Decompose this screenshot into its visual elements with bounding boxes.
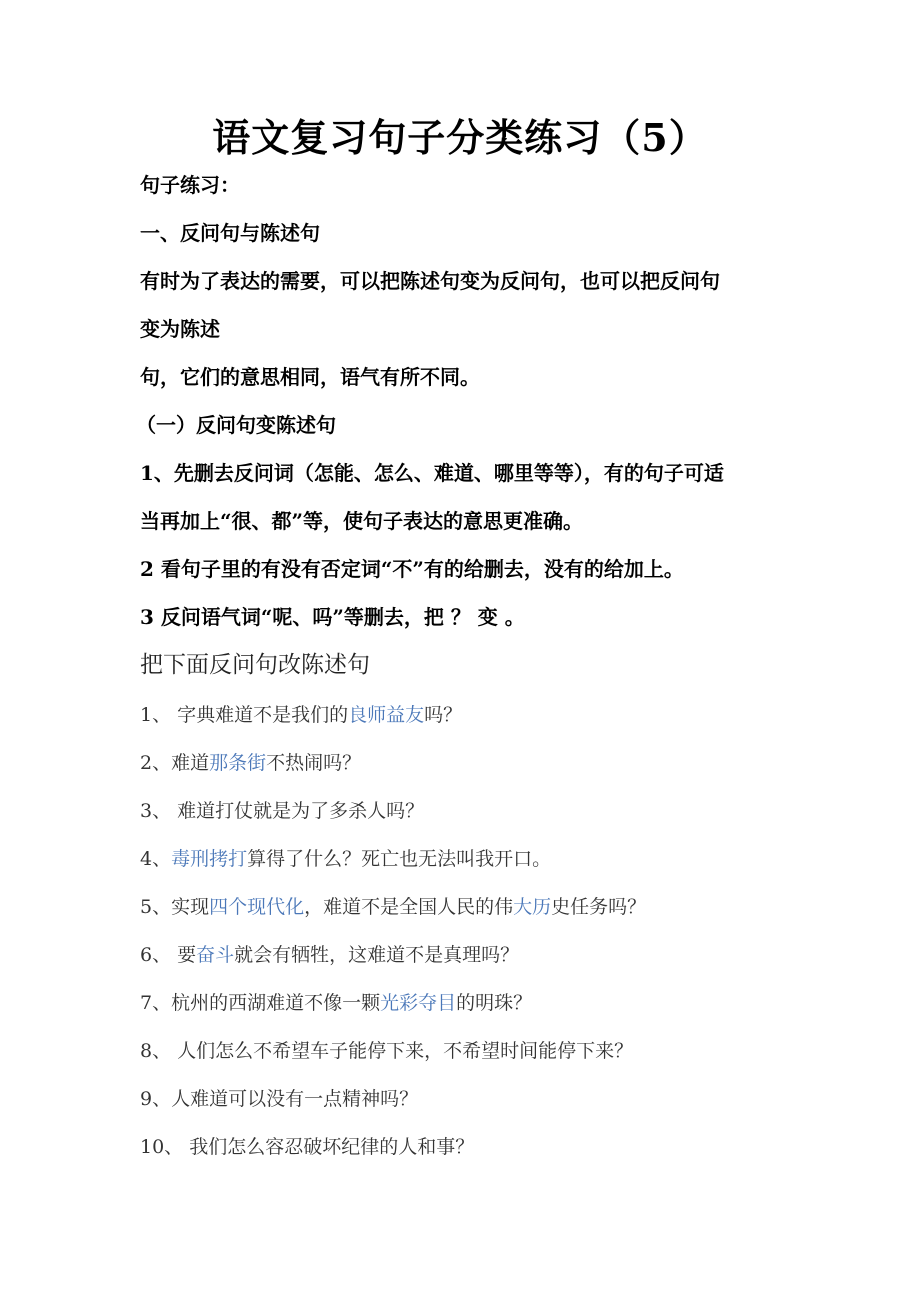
question-text: 5、实现 xyxy=(140,896,210,918)
question-text: 1、 字典难道不是我们的 xyxy=(140,704,349,726)
highlighted-term: 四个现代化 xyxy=(209,896,305,918)
question-text: 不热闹吗？ xyxy=(266,752,362,774)
explanation-line-2: 变为陈述 xyxy=(140,317,220,341)
sub-heading: （一）反问句变陈述句 xyxy=(136,413,336,437)
question-text: 史任务吗？ xyxy=(551,896,647,918)
section-heading: 一、反问句与陈述句 xyxy=(140,221,320,245)
highlighted-term: 那条街 xyxy=(209,752,267,774)
question-text: 9、人难道可以没有一点精神吗？ xyxy=(140,1088,419,1110)
rule-1-line-1: 1、先删去反问词（怎能、怎么、难道、哪里等等），有的句子可适 xyxy=(140,461,724,485)
highlighted-term: 奋斗 xyxy=(196,944,235,966)
rule-1-line-2: 当再加上“很、都”等，使句子表达的意思更准确。 xyxy=(140,509,584,533)
explanation-line-1: 有时为了表达的需要，可以把陈述句变为反问句，也可以把反问句 xyxy=(140,269,720,293)
question-item xyxy=(140,940,519,970)
question-text: 8、 人们怎么不希望车子能停下来，不希望时间能停下来？ xyxy=(140,1040,634,1062)
question-text: 2、难道 xyxy=(140,752,210,774)
question-text: 4、 xyxy=(140,848,172,870)
intro-label: 句子练习： xyxy=(140,173,240,197)
highlighted-term: 光彩夺目 xyxy=(380,992,457,1014)
question-text: 7、杭州的西湖难道不像一颗 xyxy=(140,992,381,1014)
question-text: 的明珠？ xyxy=(456,992,533,1014)
question-item xyxy=(140,1132,474,1162)
question-item xyxy=(140,1084,418,1114)
explanation-line-3: 句，它们的意思相同，语气有所不同。 xyxy=(140,365,480,389)
question-text: 吗？ xyxy=(424,704,463,726)
highlighted-term: 良师益友 xyxy=(348,704,425,726)
question-text: ，难道不是全国人民的伟 xyxy=(304,896,514,918)
question-item xyxy=(140,700,462,730)
question-item xyxy=(140,844,551,874)
highlighted-term: 大历 xyxy=(513,896,552,918)
exercise-heading: 把下面反问句改陈述句 xyxy=(140,652,370,678)
question-item xyxy=(140,988,532,1018)
question-text: 算得了什么？死亡也无法叫我开口。 xyxy=(247,848,552,870)
question-text: 6、 要 xyxy=(140,944,197,966)
page-title: 语文复习句子分类练习（5） xyxy=(212,115,708,160)
question-item xyxy=(140,796,424,826)
question-text: 3、 难道打仗就是为了多杀人吗？ xyxy=(140,800,425,822)
question-item xyxy=(140,748,361,778)
question-text: 就会有牺牲，这难道不是真理吗？ xyxy=(234,944,520,966)
rule-3: 3 反问语气词“呢、吗”等删去，把 ？ 变 。 xyxy=(140,605,525,629)
rule-2: 2 看句子里的有没有否定词“不”有的给删去，没有的给加上。 xyxy=(140,557,684,581)
question-item xyxy=(140,892,646,922)
question-text: 10、 我们怎么容忍破坏纪律的人和事？ xyxy=(140,1136,475,1158)
question-item xyxy=(140,1036,633,1066)
highlighted-term: 毒刑拷打 xyxy=(171,848,248,870)
